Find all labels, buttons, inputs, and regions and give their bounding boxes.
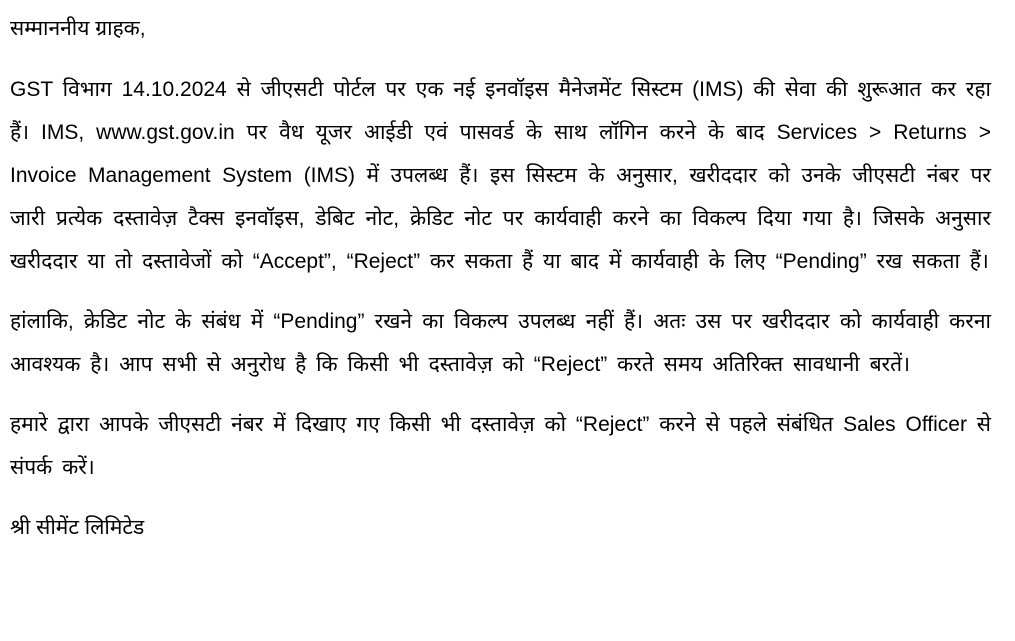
paragraph-credit-note-warning: हांलाकि, क्रेडिट नोट के संबंध में “Pending” रखने का विकल्प उपलब्ध नहीं हैं। अतः उस पर खरीददार को कार्यवाही करना आवश्यक है। आप सभी से अनुरोध है कि किसी भी दस्तावेज़ को “Reject” करते समय अतिरिक्त सावधानी बरतें। (10, 310, 991, 376)
paragraph-contact-sales-officer: हमारे द्वारा आपके जीएसटी नंबर में दिखाए गए किसी भी दस्तावेज़ को “Reject” करने से पहले संबंधित Sales Officer से संपर्क करें। (10, 413, 991, 479)
signature-company-name: श्री सीमेंट लिमिटेड (10, 516, 145, 539)
paragraph-ims-introduction: GST विभाग 14.10.2024 से जीएसटी पोर्टल पर एक नई इनवॉइस मैनेजमेंट सिस्टम (IMS) की सेवा की शुरूआत कर रहा हैं। IMS, www.gst.gov.in पर वैध यूजर आईडी एवं पासवर्ड के साथ लॉगिन करने के बाद Services > Returns > Invoice Management System (IMS) में उपलब्ध हैं। इस सिस्टम के अनुसार, खरीददार को उनके जीएसटी नंबर पर जारी प्रत्येक दस्तावेज़ टैक्स इनवॉइस, डेबिट नोट, क्रेडिट नोट पर कार्यवाही करने का विकल्प दिया गया है। जिसके अनुसार खरीददार या तो दस्तावेजों को “Accept”, “Reject” कर सकता हैं या बाद में कार्यवाही के लिए “Pending” रख सकता हैं। (10, 78, 991, 273)
salutation-line: सम्माननीय ग्राहक, (10, 17, 146, 40)
